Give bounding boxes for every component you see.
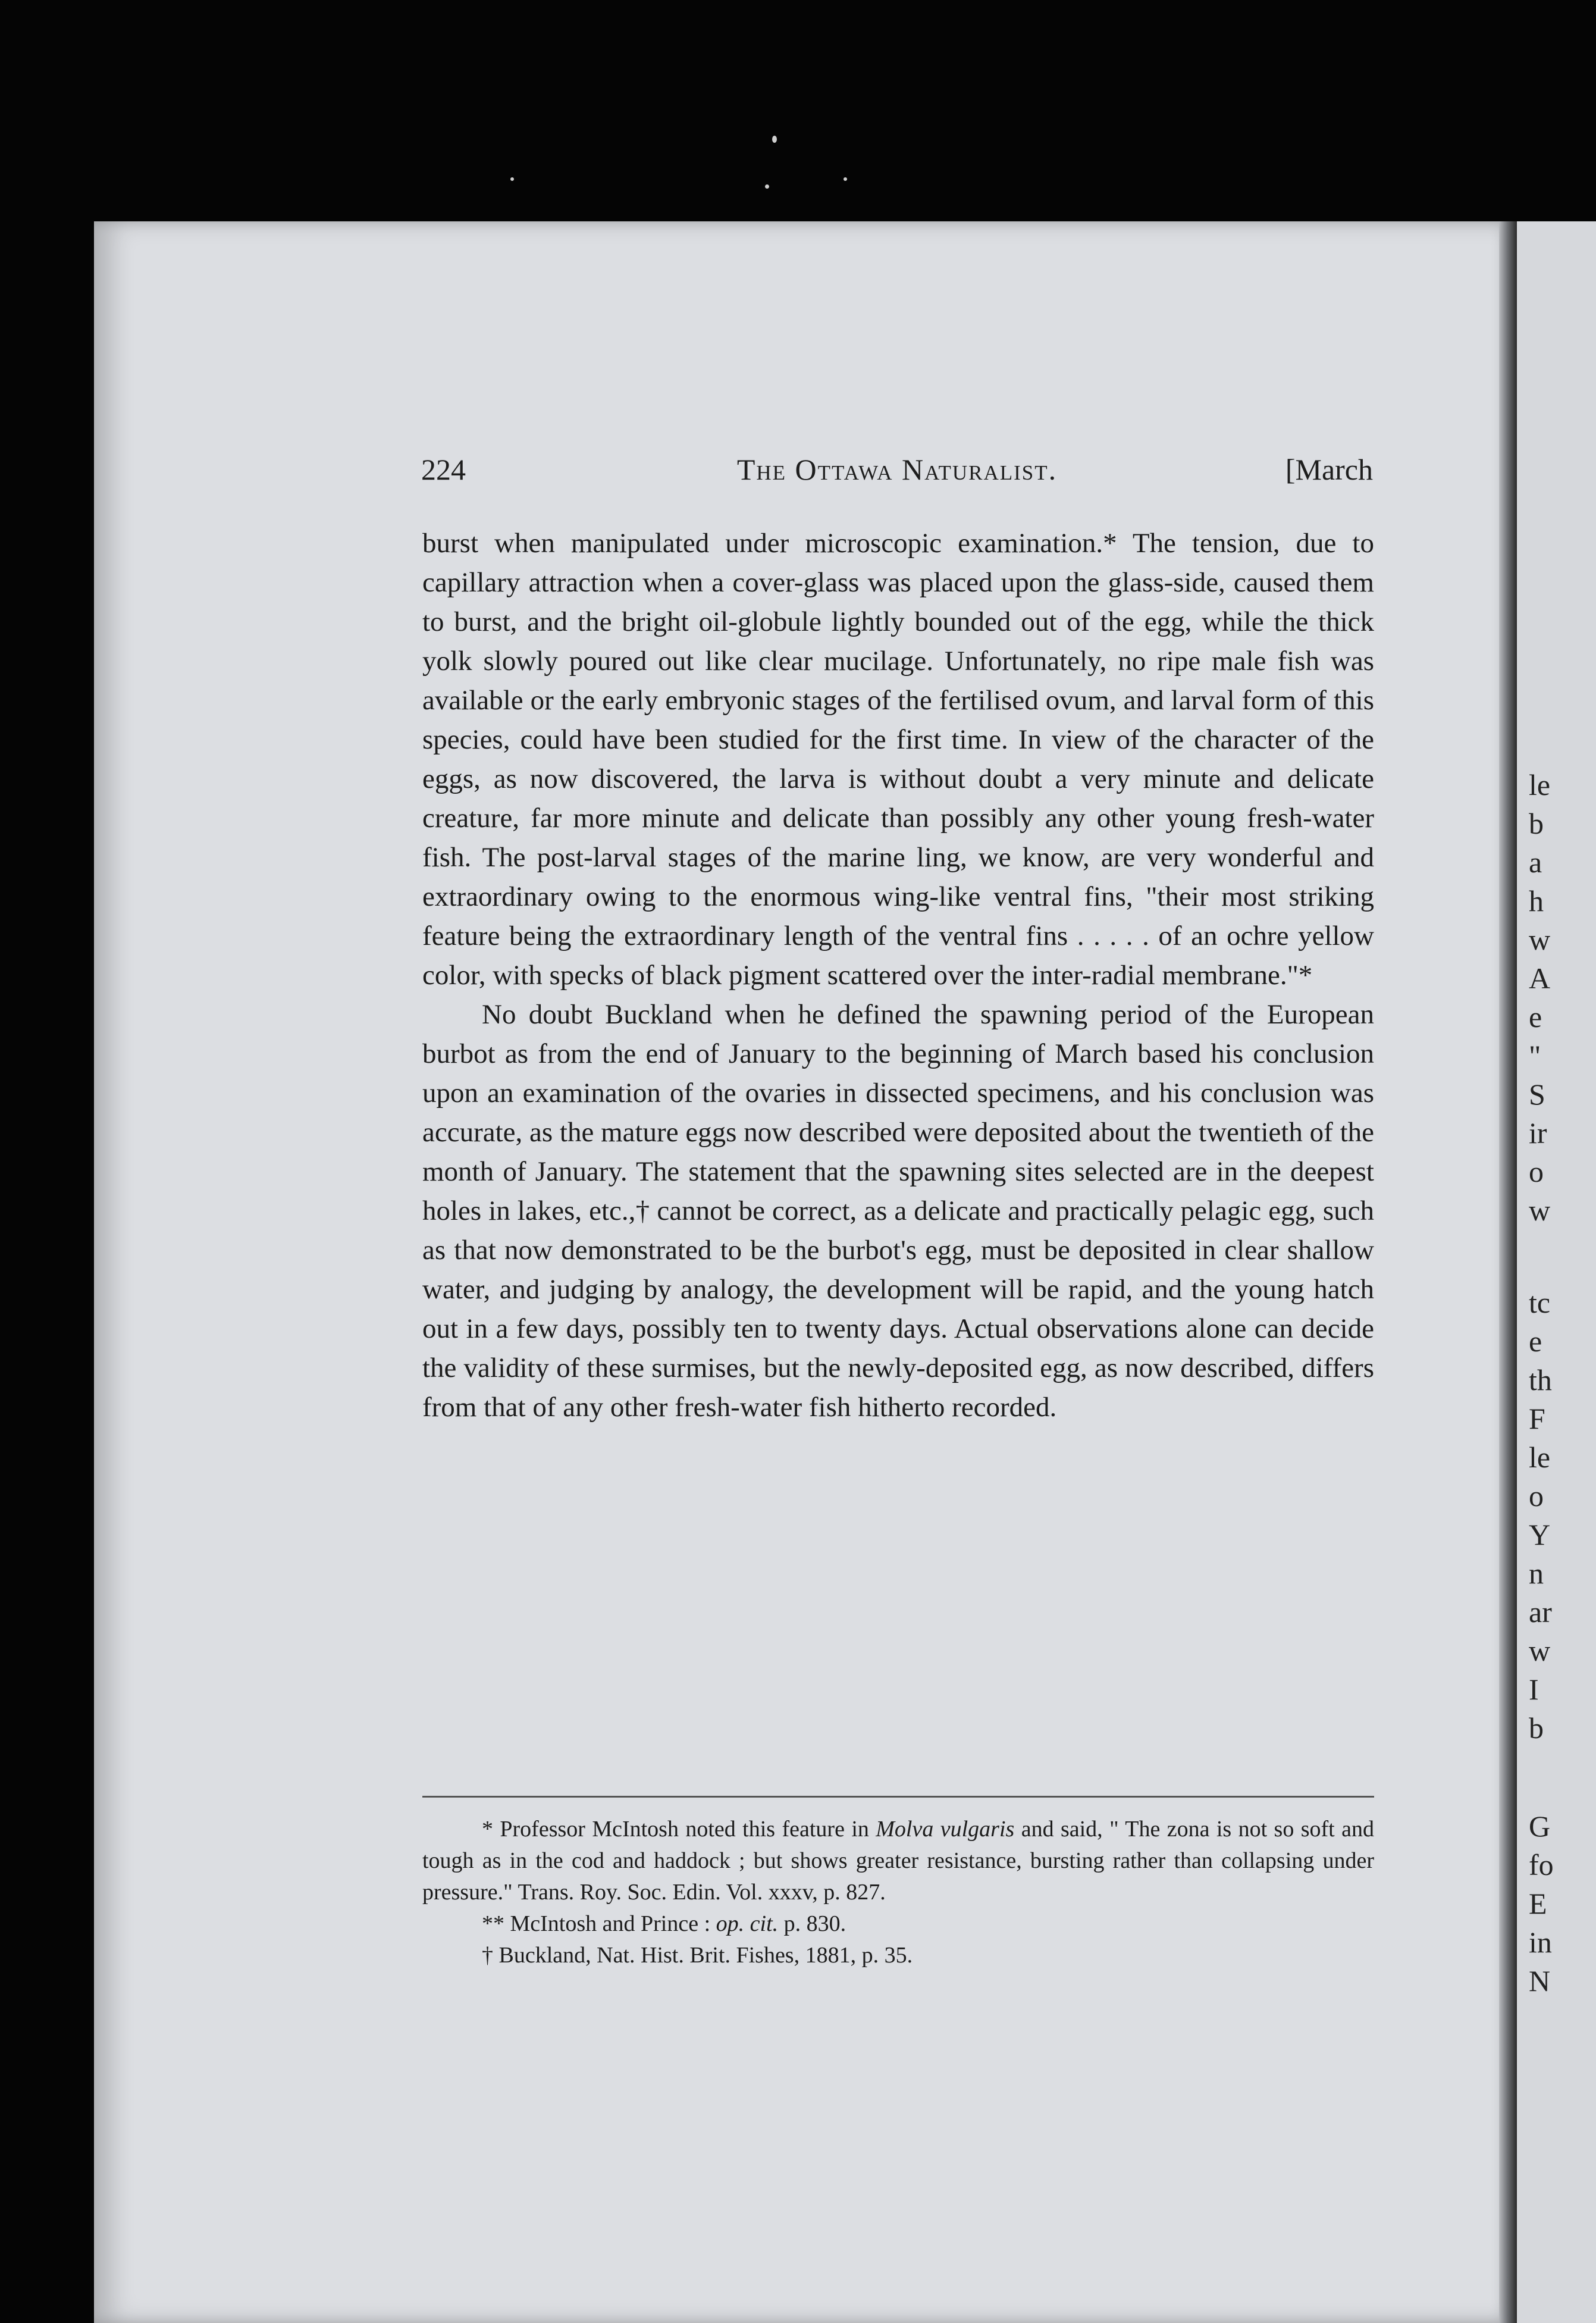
adjacent-page-fragment: e — [1529, 1000, 1542, 1034]
footnote-text: and said, " The zona is not so soft and tough as in the cod and haddock ; but shows greater resistance, bursting rather than collapsing under pressure." Trans. Roy. Soc. Edin. Vol. xxxv, p. 827. — [422, 1817, 1374, 1905]
adjacent-page-fragment: w — [1529, 1634, 1551, 1667]
adjacent-page-fragment: le — [1529, 768, 1551, 802]
footnote — [422, 1814, 1374, 1908]
footnote-text: p. 830. — [778, 1911, 846, 1936]
adjacent-page-fragment: n — [1529, 1557, 1544, 1590]
adjacent-page-fragment: fo — [1529, 1848, 1554, 1881]
adjacent-page-edge — [1517, 221, 1596, 2323]
adjacent-page-fragment: w — [1529, 1194, 1551, 1227]
footnote-rule — [422, 1796, 1374, 1798]
footnote-text: * Professor McIntosh noted this feature in — [482, 1817, 876, 1842]
adjacent-page-fragment: Y — [1529, 1518, 1551, 1551]
page-number: 224 — [421, 453, 466, 486]
footnotes — [422, 1814, 1374, 1971]
body-text — [422, 524, 1374, 1427]
adjacent-page-fragment: " — [1529, 1039, 1541, 1072]
dust-speck — [844, 177, 847, 181]
adjacent-page-fragment: w — [1529, 923, 1551, 956]
dust-speck — [765, 184, 769, 189]
adjacent-page-fragment: I — [1529, 1673, 1539, 1706]
species-name: Molva vulgaris — [876, 1817, 1015, 1842]
adjacent-page-fragment: ar — [1529, 1595, 1552, 1629]
paragraph: burst when manipulated under microscopic examination.* The tension, due to capillary attraction when a cover-glass was placed upon the glass-side, caused them to burst, and the bright oil-globule lightly bounded out of the egg, while the thick yolk slowly poured out like clear mucilage. Unfortunately, no ripe male fish was available or the early embryonic stages of the fertilised ovum, and larval form of this species, could have been studied for the first time. In view of the character of the eggs, as now discovered, the larva is without doubt a very minute and delicate creature, far more minute and delicate than possibly any other young fresh-water fish. The post-larval stages of the marine ling, we know, are very wonderful and extraordinary owing to the enormous wing-like ventral fins, "their most striking feature being the extraordinary length of the ventral fins . . . . . of an ochre yellow color, with specks of black pigment scattered over the inter-radial membrane."* — [422, 528, 1374, 991]
citation-abbrev: op. cit. — [716, 1911, 779, 1936]
section-date: [March — [1285, 453, 1373, 486]
footnote-text: ** McIntosh and Prince : — [482, 1911, 716, 1936]
adjacent-page-fragment: o — [1529, 1155, 1544, 1188]
adjacent-page-fragment: N — [1529, 1964, 1551, 1998]
dust-speck — [510, 177, 514, 181]
adjacent-page-fragment: tc — [1529, 1286, 1551, 1319]
adjacent-page-fragment: A — [1529, 962, 1551, 995]
adjacent-page-fragment: th — [1529, 1363, 1552, 1397]
paragraph: No doubt Buckland when he defined the spawning period of the European burbot as from the end of January to the beginning of March based his conclusion upon an examination of the ovaries in dissected specimens, and his conclusion was accurate, as the mature eggs now described were deposited about the twentieth of the month of January. The statement that the spawning sites selected are in the deepest holes in lakes, etc.,† cannot be correct, as a delicate and practically pelagic egg, such as that now demonstrated to be the burbot's egg, must be deposited in clear shallow water, and judging by analogy, the development will be rapid, and the young hatch out in a few days, possibly ten to twenty days. Actual observations alone can decide the validity of these surmises, but the newly-deposited egg, as now described, differs from that of any other fresh-water fish hitherto recorded. — [422, 999, 1374, 1423]
footnote: † Buckland, Nat. Hist. Brit. Fishes, 1881, p. 35. — [482, 1943, 913, 1968]
running-header — [421, 452, 1373, 494]
adjacent-page-fragment: G — [1529, 1809, 1551, 1843]
adjacent-page-fragment: b — [1529, 807, 1544, 840]
adjacent-page-fragment: F — [1529, 1402, 1545, 1435]
adjacent-page-fragment: in — [1529, 1926, 1552, 1959]
adjacent-page-fragment: o — [1529, 1479, 1544, 1513]
adjacent-page-fragment: le — [1529, 1441, 1551, 1474]
adjacent-page-fragment: b — [1529, 1711, 1544, 1745]
adjacent-page-fragment: h — [1529, 884, 1544, 918]
dust-speck — [772, 136, 777, 143]
running-title: The Ottawa Naturalist. — [736, 453, 1058, 486]
adjacent-page-fragment: e — [1529, 1325, 1542, 1358]
adjacent-page-fragment: S — [1529, 1078, 1545, 1111]
adjacent-page-fragment: E — [1529, 1887, 1547, 1920]
adjacent-page-fragment: ir — [1529, 1116, 1547, 1150]
book-gutter — [1499, 221, 1517, 2323]
adjacent-page-fragment: a — [1529, 846, 1542, 879]
footnote — [422, 1908, 1374, 1940]
